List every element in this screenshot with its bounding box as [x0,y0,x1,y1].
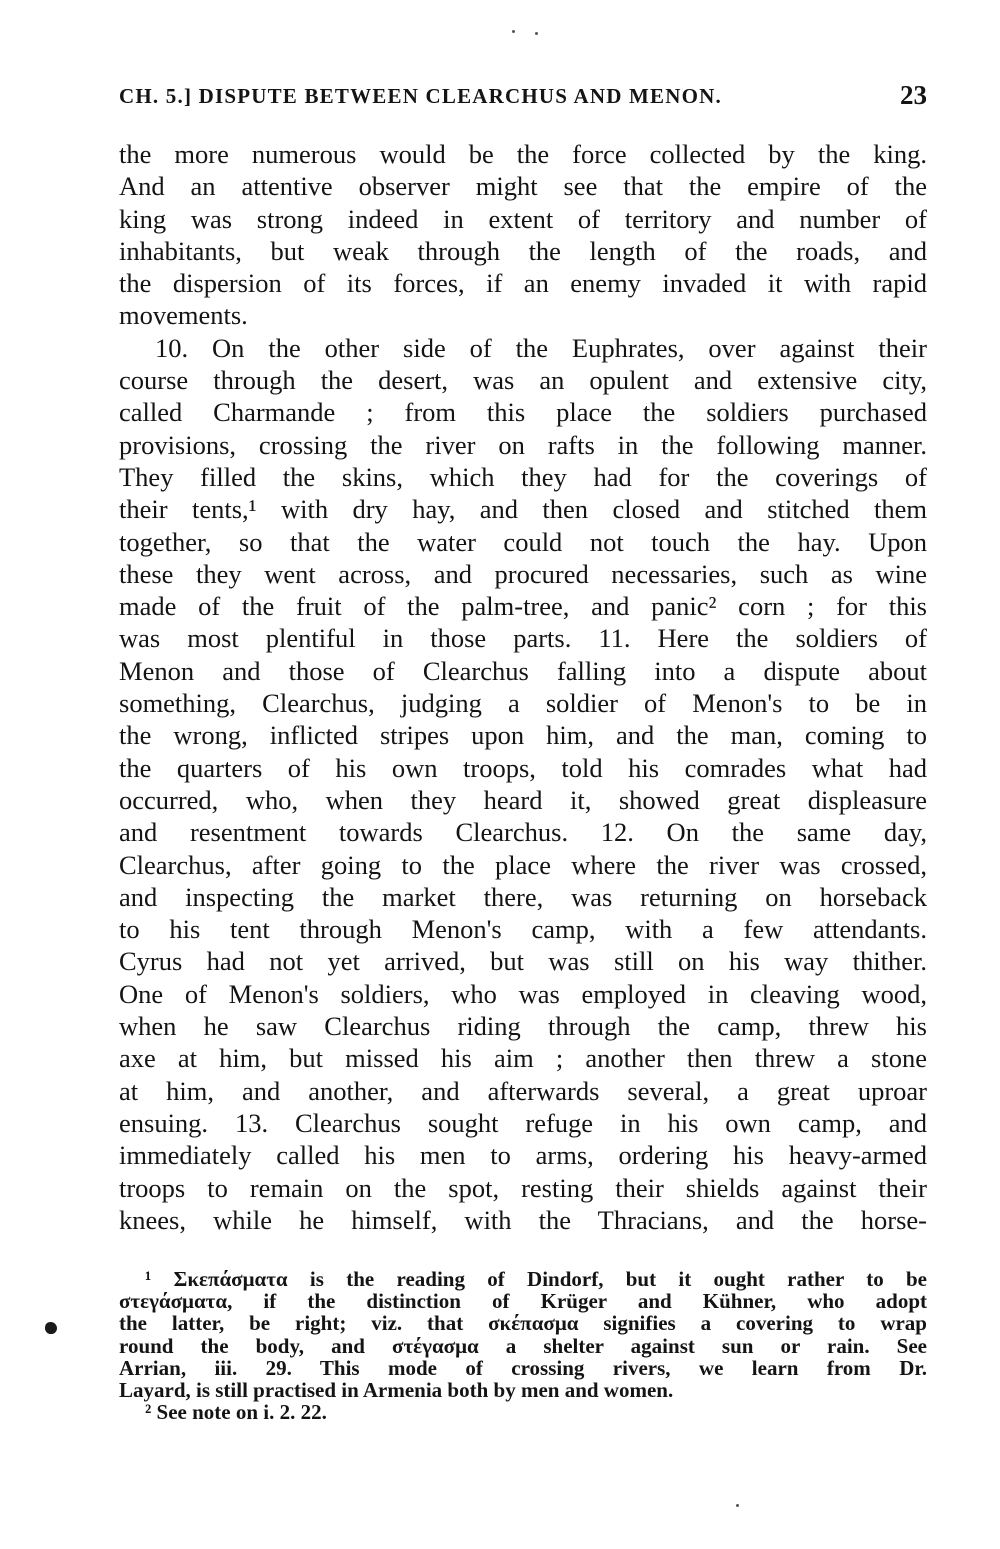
footnote-line: round the body, and στέγασμα a shelter against sun or rain. See [119,1333,927,1358]
body-line: axe at him, but missed his aim ; another then threw a stone [119,1043,927,1074]
ink-speck [512,30,515,33]
page-number: 23 [900,80,927,110]
body-line: these they went across, and procured necessaries, such as wine [119,558,927,589]
body-line: movements. [119,300,248,331]
body-line: Cyrus had not yet arrived, but was still on his way thither. [119,946,927,977]
body-line: the quarters of his own troops, told his comrades what had [119,752,927,783]
footnote-line: Arrian, iii. 29. This mode of crossing rivers, we learn from Dr. [119,1355,927,1380]
body-line: inhabitants, but weak through the length of the roads, and [119,235,927,266]
body-line: occurred, who, when they heard it, showed great displeasure [119,784,927,815]
body-line: and resentment towards Clearchus. 12. On the same day, [119,817,927,848]
body-line: was most plentiful in those parts. 11. Here the soldiers of [119,623,927,654]
body-line: One of Menon's soldiers, who was employed in cleaving wood, [119,978,927,1009]
body-line: provisions, crossing the river on rafts in the following manner. [119,429,927,460]
body-line: Clearchus, after going to the place where the river was crossed, [119,849,927,880]
footnotes [119,1268,927,1423]
footnote-line: the latter, be right; viz. that σκέπασμα signifies a covering to wrap [119,1311,927,1336]
body-line: their tents,¹ with dry hay, and then closed and stitched them [119,494,927,525]
body-line: to his tent through Menon's camp, with a few attendants. [119,914,927,945]
body-line: the wrong, inflicted stripes upon him, and the man, coming to [119,720,927,751]
body-line: They filled the skins, which they had for the coverings of [119,461,927,492]
ink-speck [535,32,538,35]
body-line: made of the fruit of the palm-tree, and panic² corn ; for this [119,591,927,622]
body-text [119,138,927,1236]
body-line: troops to remain on the spot, resting their shields against their [119,1172,927,1203]
body-line: knees, while he himself, with the Thracians, and the horse- [119,1204,927,1235]
body-line: the dispersion of its forces, if an enemy invaded it with rapid [119,268,927,299]
footnote-line: ² See note on i. 2. 22. [145,1400,327,1425]
body-line: Menon and those of Clearchus falling into a dispute about [119,655,927,686]
body-line: the more numerous would be the force collected by the king. [119,139,927,169]
body-line: something, Clearchus, judging a soldier of Menon's to be in [119,688,927,719]
body-line: together, so that the water could not touch the hay. Upon [119,526,927,557]
body-line: king was strong indeed in extent of territory and number of [119,203,927,234]
running-head-title: CH. 5.] DISPUTE BETWEEN CLEARCHUS AND MENON. [119,84,722,108]
body-line: immediately called his men to arms, ordering his heavy-armed [119,1140,927,1171]
ink-speck [736,1504,739,1507]
body-line: 10. On the other side of the Euphrates, over against their [155,332,927,363]
body-line: when he saw Clearchus riding through the camp, threw his [119,1011,927,1042]
body-line: called Charmande ; from this place the soldiers purchased [119,397,927,428]
footnote-line: στεγάσματα, if the distinction of Krüger and Kühner, who adopt [119,1289,927,1314]
footnote-line: Layard, is still practised in Armenia both by men and women. [119,1377,674,1402]
footnote-line: ¹ Σκεπάσματα is the reading of Dindorf, but it ought rather to be [145,1267,927,1291]
running-head [119,80,927,116]
ink-blot [45,1322,57,1334]
body-line: and inspecting the market there, was returning on horseback [119,881,927,912]
body-line: at him, and another, and afterwards several, a great uproar [119,1075,927,1106]
body-line: And an attentive observer might see that the empire of the [119,171,927,202]
body-line: course through the desert, was an opulent and extensive city, [119,365,927,396]
body-line: ensuing. 13. Clearchus sought refuge in his own camp, and [119,1107,927,1138]
